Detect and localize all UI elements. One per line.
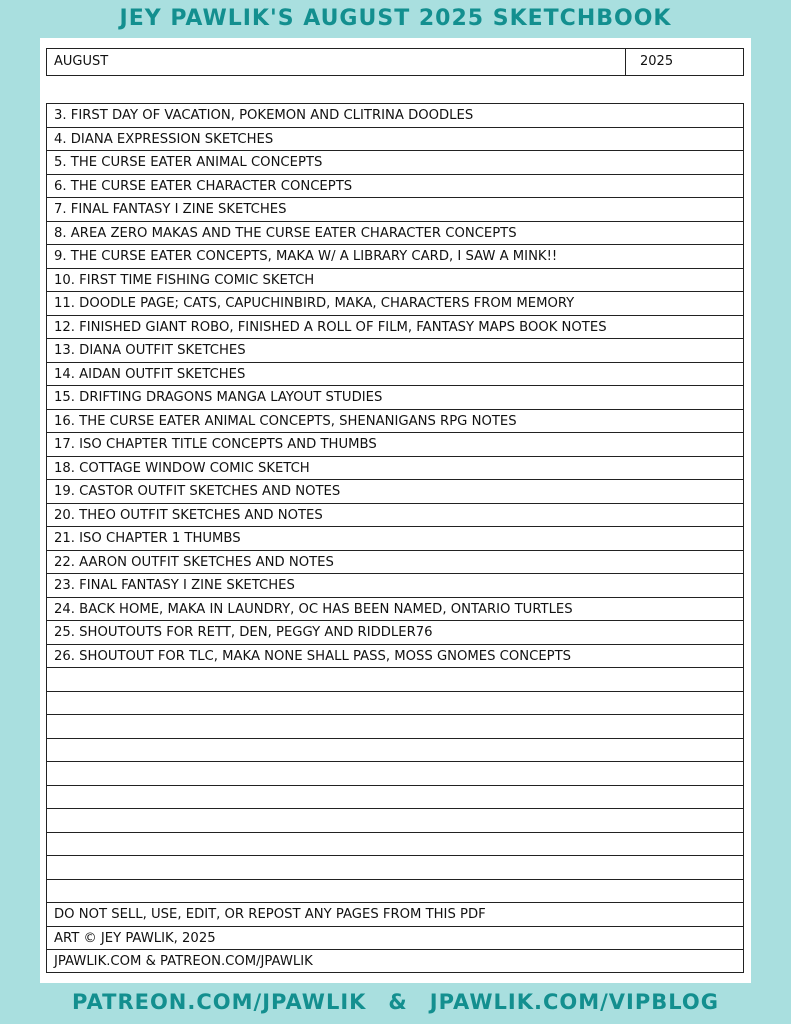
list-item: 19. CASTOR OUTFIT SKETCHES AND NOTES (47, 480, 743, 504)
month-field: AUGUST (47, 49, 626, 75)
entry-list (46, 103, 744, 973)
empty-line (47, 880, 743, 904)
vipblog-link[interactable]: JPAWLIK.COM/VIPBLOG (429, 990, 719, 1014)
list-item: 26. SHOUTOUT FOR TLC, MAKA NONE SHALL PASS, MOSS GNOMES CONCEPTS (47, 645, 743, 669)
empty-line (47, 833, 743, 857)
notice-line: ART © JEY PAWLIK, 2025 (47, 927, 743, 951)
list-item: 23. FINAL FANTASY I ZINE SKETCHES (47, 574, 743, 598)
list-item: 6. THE CURSE EATER CHARACTER CONCEPTS (47, 175, 743, 199)
list-item: 12. FINISHED GIANT ROBO, FINISHED A ROLL OF FILM, FANTASY MAPS BOOK NOTES (47, 316, 743, 340)
list-item: 9. THE CURSE EATER CONCEPTS, MAKA W/ A LIBRARY CARD, I SAW A MINK!! (47, 245, 743, 269)
list-item: 16. THE CURSE EATER ANIMAL CONCEPTS, SHENANIGANS RPG NOTES (47, 410, 743, 434)
footer-separator: & (388, 990, 408, 1014)
list-item: 21. ISO CHAPTER 1 THUMBS (47, 527, 743, 551)
page-title: JEY PAWLIK'S AUGUST 2025 SKETCHBOOK (119, 6, 672, 31)
empty-line (47, 692, 743, 716)
empty-line (47, 668, 743, 692)
list-item: 13. DIANA OUTFIT SKETCHES (47, 339, 743, 363)
year-field: 2025 (640, 54, 674, 69)
list-item: 11. DOODLE PAGE; CATS, CAPUCHINBIRD, MAKA, CHARACTERS FROM MEMORY (47, 292, 743, 316)
footer-links (0, 990, 791, 1014)
notice-line: JPAWLIK.COM & PATREON.COM/JPAWLIK (54, 954, 313, 969)
notice-line: DO NOT SELL, USE, EDIT, OR REPOST ANY PAGES FROM THIS PDF (47, 903, 743, 927)
list-item: 25. SHOUTOUTS FOR RETT, DEN, PEGGY AND RIDDLER76 (47, 621, 743, 645)
list-item: 17. ISO CHAPTER TITLE CONCEPTS AND THUMBS (47, 433, 743, 457)
empty-line (47, 856, 743, 880)
list-item: 15. DRIFTING DRAGONS MANGA LAYOUT STUDIES (47, 386, 743, 410)
empty-line (47, 786, 743, 810)
list-item: 10. FIRST TIME FISHING COMIC SKETCH (47, 269, 743, 293)
list-item: 5. THE CURSE EATER ANIMAL CONCEPTS (47, 151, 743, 175)
list-item: 24. BACK HOME, MAKA IN LAUNDRY, OC HAS BEEN NAMED, ONTARIO TURTLES (47, 598, 743, 622)
header-box (46, 48, 744, 76)
empty-line (47, 739, 743, 763)
list-item: 3. FIRST DAY OF VACATION, POKEMON AND CLITRINA DOODLES (47, 104, 743, 128)
list-item: 20. THEO OUTFIT SKETCHES AND NOTES (47, 504, 743, 528)
list-item: 8. AREA ZERO MAKAS AND THE CURSE EATER CHARACTER CONCEPTS (47, 222, 743, 246)
patreon-link[interactable]: PATREON.COM/JPAWLIK (72, 990, 367, 1014)
empty-line (47, 809, 743, 833)
list-item: 4. DIANA EXPRESSION SKETCHES (47, 128, 743, 152)
list-item: 18. COTTAGE WINDOW COMIC SKETCH (47, 457, 743, 481)
list-item: 14. AIDAN OUTFIT SKETCHES (47, 363, 743, 387)
list-item: 22. AARON OUTFIT SKETCHES AND NOTES (47, 551, 743, 575)
empty-line (47, 715, 743, 739)
empty-line (47, 762, 743, 786)
list-item: 7. FINAL FANTASY I ZINE SKETCHES (47, 198, 743, 222)
